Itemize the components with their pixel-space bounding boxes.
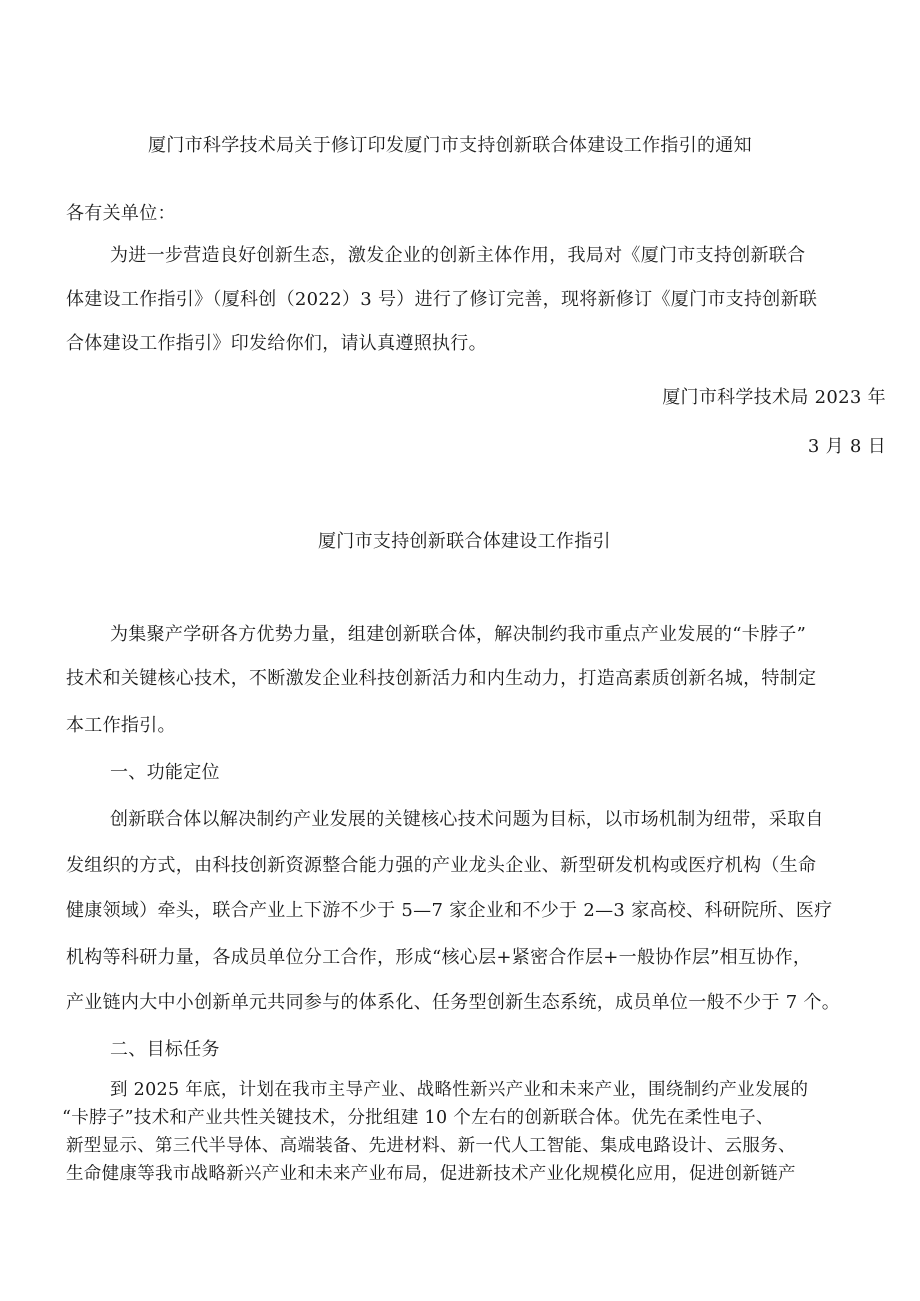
- section1-body-line: 健康领域）牵头，联合产业上下游不少于 5—7 家企业和不少于 2—3 家高校、科研院所、医疗: [66, 900, 833, 921]
- section2-heading: 二、目标任务: [110, 1039, 220, 1060]
- section1-body-line: 发组织的方式，由科技创新资源整合能力强的产业龙头企业、新型研发机构或医疗机构（生命: [66, 855, 817, 876]
- intro-line: 本工作指引。: [66, 715, 176, 736]
- guide-title: 厦门市支持创新联合体建设工作指引: [318, 531, 611, 552]
- section1-body-line: 产业链内大中小创新单元共同参与的体系化、任务型创新生态系统，成员单位一般不少于 7 个。: [66, 992, 841, 1013]
- section1-body-line: 机构等科研力量，各成员单位分工合作，形成“核心层+紧密合作层+一般协作层”相互协作，: [66, 947, 812, 968]
- signature-date: 3 月 8 日: [807, 436, 886, 457]
- notice-body-line: 合体建设工作指引》印发给你们，请认真遵照执行。: [66, 333, 487, 354]
- section2-body-line: 生命健康等我市战略新兴产业和未来产业布局，促进新技术产业化规模化应用，促进创新链产: [66, 1164, 796, 1184]
- notice-body-line: 体建设工作指引》（厦科创（2022）3 号）进行了修订完善，现将新修订《厦门市支持创新联: [66, 289, 818, 310]
- intro-line: 为集聚产学研各方优势力量，组建创新联合体，解决制约我市重点产业发展的“卡脖子”: [110, 624, 807, 645]
- section2-body-line: 新型显示、第三代半导体、高端装备、先进材料、新一代人工智能、集成电路设计、云服务、: [66, 1136, 796, 1156]
- section1-body-line: 创新联合体以解决制约产业发展的关键核心技术问题为目标，以市场机制为纽带，采取自: [110, 809, 824, 830]
- intro-line: 技术和关键核心技术，不断激发企业科技创新活力和内生动力，打造高素质创新名城，特制定: [66, 668, 817, 689]
- salutation: 各有关单位：: [66, 203, 176, 224]
- section1-heading: 一、功能定位: [110, 762, 220, 783]
- notice-title: 厦门市科学技术局关于修订印发厦门市支持创新联合体建设工作指引的通知: [148, 135, 752, 156]
- section2-body-line: 到 2025 年底，计划在我市主导产业、战略性新兴产业和未来产业，围绕制约产业发展的: [110, 1080, 809, 1100]
- section2-body-line: “卡脖子”技术和产业共性关键技术，分批组建 10 个左右的创新联合体。优先在柔性电子、: [62, 1108, 774, 1128]
- signature-org: 厦门市科学技术局 2023 年: [662, 387, 886, 408]
- notice-body-line: 为进一步营造良好创新生态，激发企业的创新主体作用，我局对《厦门市支持创新联合: [110, 245, 806, 266]
